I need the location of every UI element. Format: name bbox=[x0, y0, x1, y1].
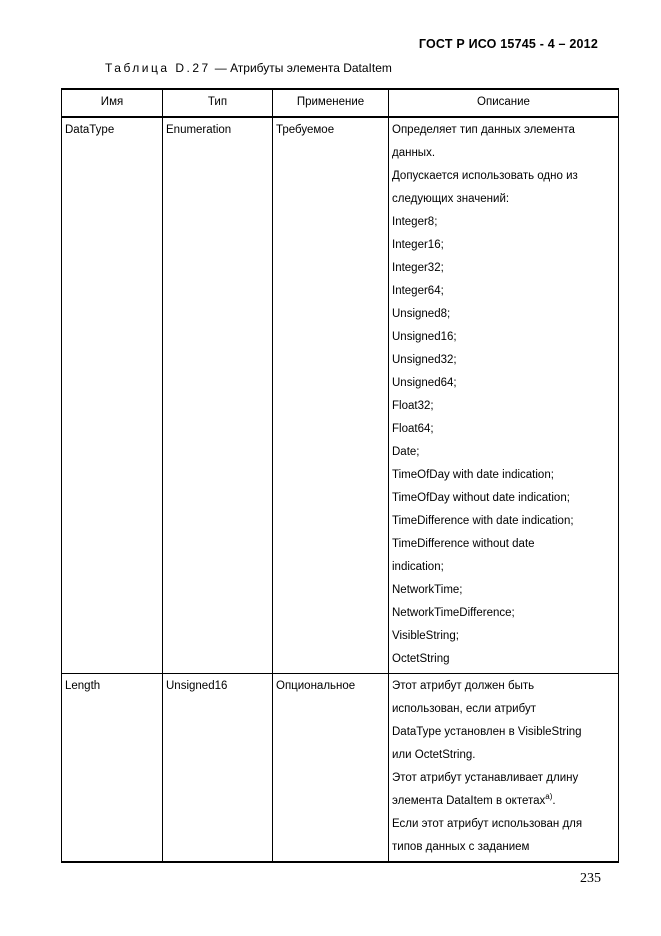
cell-name: DataType bbox=[62, 117, 163, 674]
table-caption-label: Таблица D.27 bbox=[105, 61, 211, 75]
description-line: TimeOfDay with date indication; bbox=[392, 469, 554, 481]
cell-type: Unsigned16 bbox=[163, 674, 273, 863]
description-line: Integer16; bbox=[392, 239, 444, 251]
description-line: TimeDifference with date indication; bbox=[392, 515, 574, 527]
description-line: Float32; bbox=[392, 400, 434, 412]
description-line: типов данных с заданием bbox=[392, 841, 530, 853]
description-line: или OctetString. bbox=[392, 749, 476, 761]
column-header: Имя bbox=[62, 89, 163, 117]
description-line: Float64; bbox=[392, 423, 434, 435]
description-line: OctetString bbox=[392, 653, 450, 665]
table-caption-title: — Атрибуты элемента DataItem bbox=[214, 61, 392, 75]
description-line: Integer64; bbox=[392, 285, 444, 297]
description-line: Integer8; bbox=[392, 216, 438, 228]
cell-usage: Опциональное bbox=[273, 674, 389, 863]
description-line: NetworkTime; bbox=[392, 584, 463, 596]
document-header: ГОСТ Р ИСО 15745 - 4 – 2012 bbox=[418, 37, 598, 51]
column-header: Тип bbox=[163, 89, 273, 117]
description-line: DataType установлен в VisibleString bbox=[392, 726, 582, 738]
column-header: Описание bbox=[389, 89, 619, 117]
footnote-marker: a) bbox=[545, 792, 553, 802]
column-header: Применение bbox=[273, 89, 389, 117]
description-line: Этот атрибут должен быть bbox=[392, 680, 535, 692]
table-caption bbox=[105, 61, 392, 75]
description-line: Unsigned16; bbox=[392, 331, 457, 343]
table-header-row bbox=[62, 89, 619, 117]
description-line: Если этот атрибут использован для bbox=[392, 818, 583, 830]
cell-usage: Требуемое bbox=[273, 117, 389, 674]
description-line: TimeOfDay without date indication; bbox=[392, 492, 570, 504]
description-line: indication; bbox=[392, 561, 444, 573]
attributes-table bbox=[61, 88, 619, 863]
cell-name: Length bbox=[62, 674, 163, 863]
description-line: Определяет тип данных элемента bbox=[392, 124, 575, 136]
description-line: элемента DataItem в октетах$^{a)}$. bbox=[392, 792, 556, 807]
description-line: использован, если атрибут bbox=[392, 703, 536, 715]
description-line: Integer32; bbox=[392, 262, 444, 274]
description-line: TimeDifference without date bbox=[392, 538, 535, 550]
description-line: Date; bbox=[392, 446, 420, 458]
cell-description bbox=[389, 117, 619, 674]
page-number: 235 bbox=[580, 871, 601, 886]
description-line: Допускается использовать одно из bbox=[392, 170, 578, 182]
cell-description bbox=[389, 674, 619, 863]
cell-type: Enumeration bbox=[163, 117, 273, 674]
description-line: Unsigned8; bbox=[392, 308, 451, 320]
description-line: VisibleString; bbox=[392, 630, 459, 642]
table-row bbox=[62, 674, 619, 863]
description-line: Unsigned32; bbox=[392, 354, 457, 366]
description-line: Unsigned64; bbox=[392, 377, 457, 389]
description-line: Этот атрибут устанавливает длину bbox=[392, 772, 579, 784]
table-row bbox=[62, 117, 619, 674]
description-line: NetworkTimeDifference; bbox=[392, 607, 515, 619]
description-line: данных. bbox=[392, 147, 436, 159]
description-line: следующих значений: bbox=[392, 193, 510, 205]
